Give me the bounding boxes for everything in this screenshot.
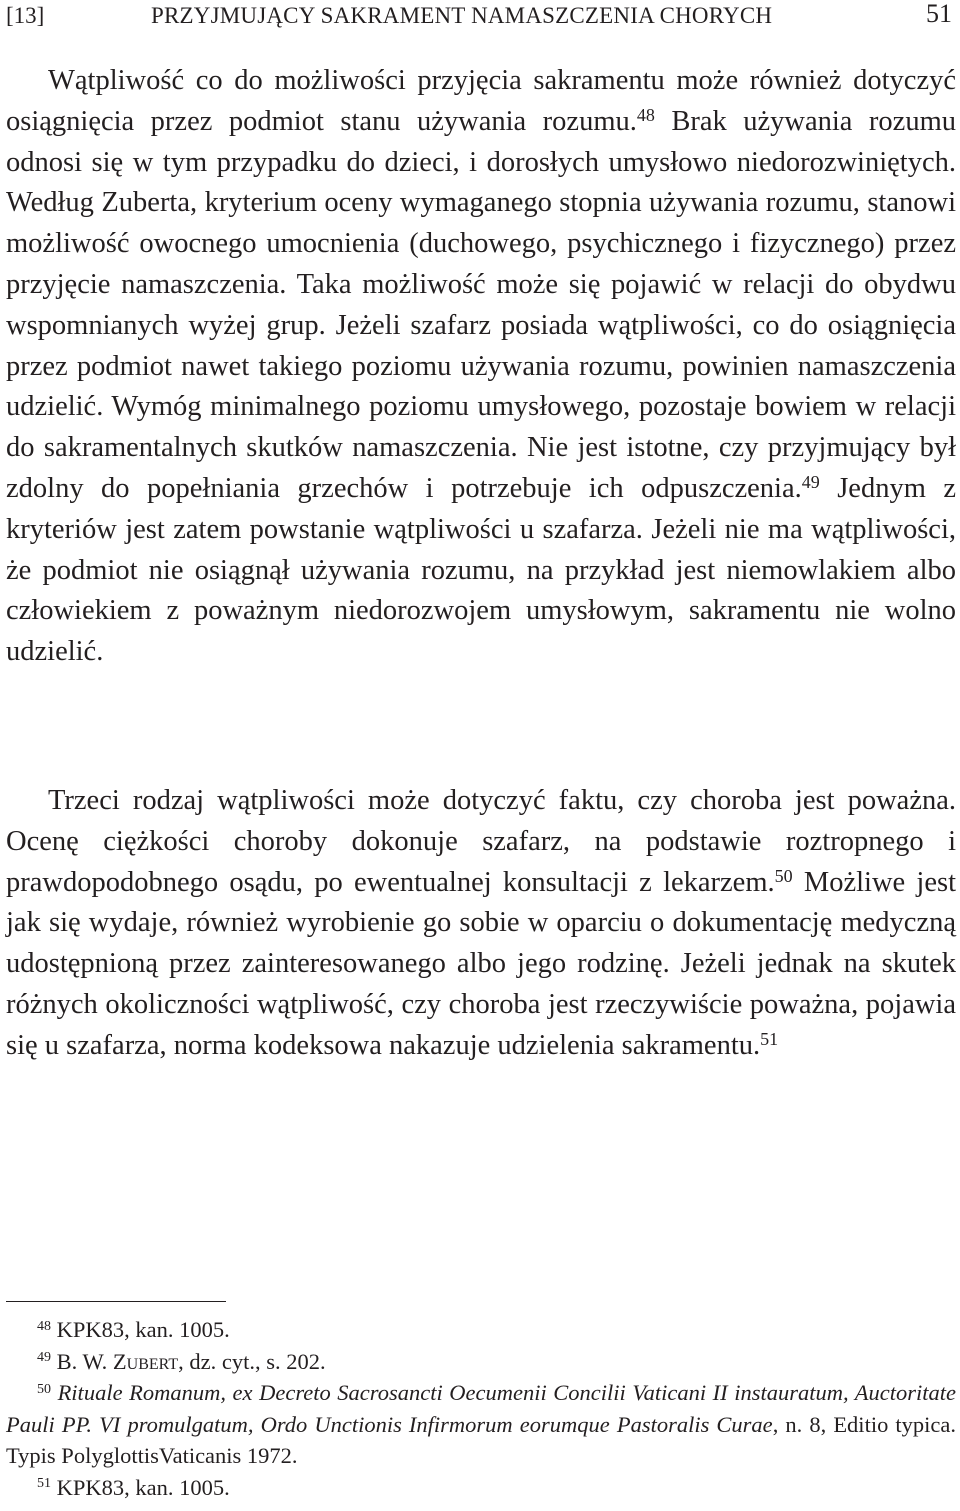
page-number: 51 [926,0,952,28]
footnote-text: , dz. cyt., s. 202. [178,1348,326,1374]
footnote-text: B. W. [51,1348,113,1374]
footnote-number: 50 [37,1381,51,1397]
paragraph-text: Wątpliwość co do możliwości przyjęcia sakramentu może również dotyczyć osiągnięcia przez podmiot stanu używania rozumu. [6,65,956,137]
footnote-48 [6,1314,956,1346]
footnote-ref: 48 [636,105,655,126]
paragraph-text: Możliwe jest jak się wydaje, również wyrobienie go sobie w oparciu o dokumentację medyczną udostępnioną przez zainteresowanego albo jego rodzinę. Jeżeli jednak na skutek różnych okoliczności wątpliwość, czy choroba jest rzeczywiście poważna, pojawia się u szafarza, norma kodeksowa nakazuje udzielenia sakramentu. [6,866,957,1061]
running-header [0,0,960,36]
footnote-50 [6,1377,956,1472]
footnote-number: 48 [37,1318,51,1334]
footnote-51 [6,1472,956,1504]
body-paragraph-2 [6,781,956,1067]
chapter-title: PRZYJMUJĄCY SAKRAMENT NAMASZCZENIA CHORYCH [151,3,773,28]
paragraph-text: Trzeci rodzaj wątpliwości może dotyczyć faktu, czy choroba jest poważna. Ocenę ciężkości choroby dokonuje szafarz, na podstawie roztropnego i prawdopodobnego osądu, po ewentualnej konsultacji z lekarzem. [6,785,956,898]
footnotes [6,1314,956,1503]
footnote-text: KPK83, kan. 1005. [51,1317,230,1342]
footnote-title: Rituale Romanum, ex Decreto Sacrosancti Oecumenii Concilii Vaticani II instauratum, Auctoritate Pauli PP. VI promulgatum, Ordo Unctionis Infirmorum eorumque Pastoralis Curae [6,1380,956,1437]
footnote-ref: 50 [774,866,793,887]
paragraph-text: Jednym z kryteriów jest zatem powstanie wątpliwości u szafarza. Jeżeli nie ma wątpliwości, że podmiot nie osiągnął używania rozumu, na przykład jest niemowlakiem albo człowiekiem z poważnym niedorozwojem umysłowym, sakramentu nie wolno udzielić. [6,472,956,668]
body-paragraph-1 [6,61,956,673]
footnote-49 [6,1346,956,1378]
footnote-separator [6,1301,226,1302]
footnote-author: Zubert [112,1348,179,1374]
footnote-ref: 51 [760,1029,779,1050]
footnote-number: 49 [37,1350,51,1365]
footnote-text: , n. 8, Editio typica. Typis PolyglottisVaticanis 1972. [6,1411,957,1468]
paragraph-text: Brak używania rozumu odnosi się w tym przypadku do dzieci, i dorosłych umysłowo niedorozwiniętych. Według Zuberta, kryterium oceny wymaganego stopnia używania rozumu, stanowi możliwość owocnego umocnienia (duchowego, psychicznego i fizycznego) przez przyjęcie namaszczenia. Taka możliwość może się pojawić w relacji do obydwu wspomnianych wyżej grup. Jeżeli szafarz posiada wątpliwości, co do osiągnięcia przez podmiot nawet takiego poziomu używania rozumu, powinien namaszczenia udzielić. Wymóg minimalnego poziomu umysłowego, pozostaje bowiem w relacji do sakramentalnych skutków namaszczenia. Nie jest istotne, czy przyjmujący był zdolny do popełniania grzechów i potrzebuje ich odpuszczenia. [6,105,956,504]
footnote-text: KPK83, kan. 1005. [51,1474,230,1500]
section-number: [13] [6,3,45,28]
footnote-number: 51 [37,1476,51,1491]
footnote-ref: 49 [801,472,820,493]
